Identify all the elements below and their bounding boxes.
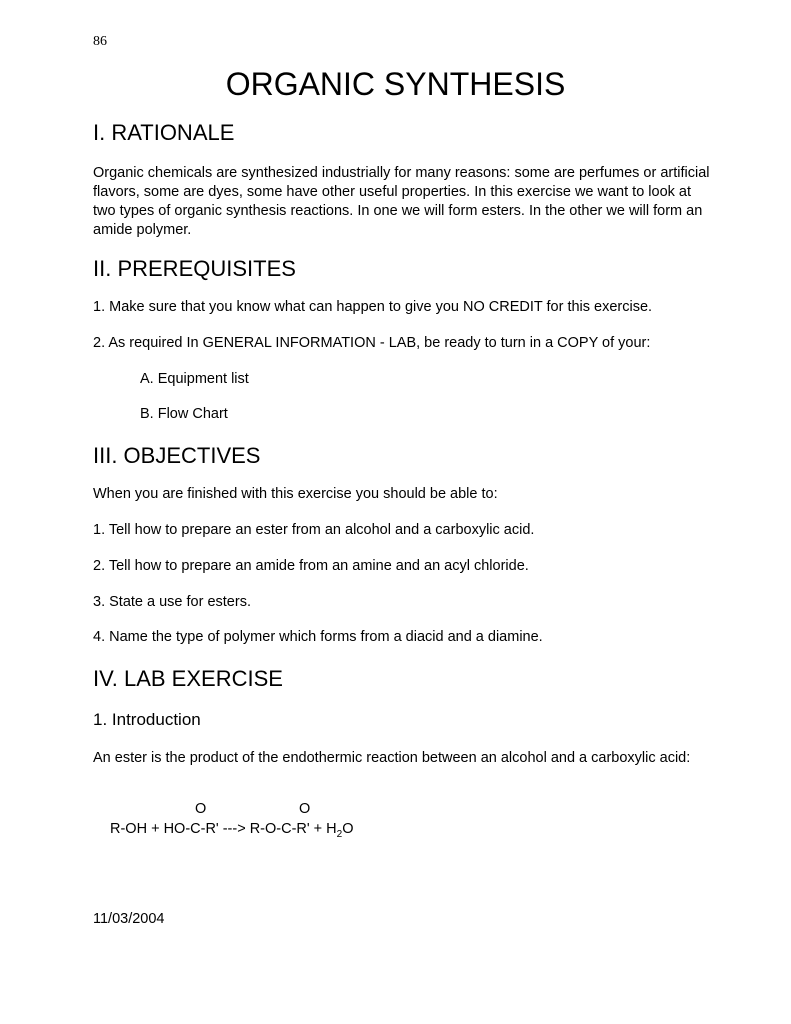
equation-subscript: 2 bbox=[336, 828, 343, 840]
esterification-equation bbox=[110, 821, 354, 840]
page-title: ORGANIC SYNTHESIS bbox=[225, 66, 566, 102]
rationale-paragraph: Organic chemicals are synthesized industrially for many reasons: some are perfumes or artificial flavors, some are dyes, some have other useful properties. In this exercise we want to look at two types of organic synthesis reactions. In one we will form esters. In the other we will form an amide polymer. bbox=[93, 165, 710, 238]
prerequisites-heading: II. PREREQUISITES bbox=[93, 256, 296, 281]
introduction-paragraph: An ester is the product of the endothermic reaction between an alcohol and a carboxylic acid: bbox=[93, 750, 691, 766]
prerequisite-item-2: 2. As required In GENERAL INFORMATION - LAB, be ready to turn in a COPY of your: bbox=[93, 335, 651, 351]
rationale-heading: I. RATIONALE bbox=[93, 120, 235, 145]
lab-exercise-heading: IV. LAB EXERCISE bbox=[93, 666, 283, 691]
objective-item: 2. Tell how to prepare an amide from an amine and an acyl chloride. bbox=[93, 558, 529, 574]
objective-item: 1. Tell how to prepare an ester from an alcohol and a carboxylic acid. bbox=[93, 522, 535, 538]
carbonyl-oxygen-2: O bbox=[299, 801, 311, 817]
objective-item: 3. State a use for esters. bbox=[93, 594, 251, 610]
prerequisite-item-1: 1. Make sure that you know what can happen to give you NO CREDIT for this exercise. bbox=[93, 299, 653, 315]
introduction-subheading: 1. Introduction bbox=[93, 710, 201, 729]
objectives-heading: III. OBJECTIVES bbox=[93, 443, 261, 468]
equation-tail: O bbox=[342, 821, 354, 837]
prerequisite-sub-a: A. Equipment list bbox=[140, 371, 249, 387]
carbonyl-oxygen-1: O bbox=[195, 801, 207, 817]
objective-item: 4. Name the type of polymer which forms from a diacid and a diamine. bbox=[93, 629, 543, 645]
page-number: 86 bbox=[93, 34, 107, 49]
prerequisite-sub-b: B. Flow Chart bbox=[140, 406, 228, 422]
footer-date: 11/03/2004 bbox=[93, 911, 165, 927]
objectives-intro: When you are finished with this exercise you should be able to: bbox=[93, 486, 498, 502]
equation-main: R-OH + HO-C-R' ---> R-O-C-R' + H bbox=[110, 821, 337, 837]
